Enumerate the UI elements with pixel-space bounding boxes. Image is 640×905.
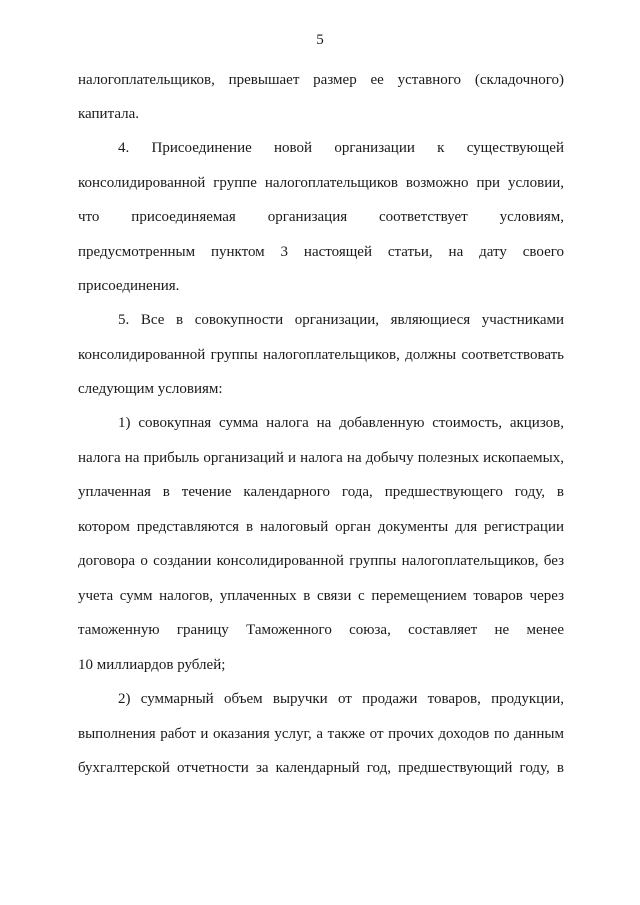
paragraph-line: бухгалтерской отчетности за календарный год, предшествующий году, в	[78, 760, 564, 776]
paragraph-line: консолидированной группы налогоплательщиков, должны соответствовать	[78, 347, 564, 363]
paragraph-line: уплаченная в течение календарного года, предшествующего году, в	[78, 484, 564, 500]
paragraph-line: таможенную границу Таможенного союза, составляет не менее	[78, 622, 564, 638]
page-number: 5	[316, 32, 324, 48]
paragraph-line: что присоединяемая организация соответствует условиям,	[78, 209, 564, 225]
paragraph-line: выполнения работ и оказания услуг, а также от прочих доходов по данным	[78, 726, 564, 742]
paragraph-line: налогоплательщиков, превышает размер ее уставного (складочного)	[78, 72, 564, 88]
paragraph-line: налога на прибыль организаций и налога на добычу полезных ископаемых,	[78, 450, 564, 466]
paragraph-line: капитала.	[78, 106, 139, 122]
paragraph-line: 2) суммарный объем выручки от продажи товаров, продукции,	[118, 691, 564, 707]
paragraph-line: консолидированной группе налогоплательщиков возможно при условии,	[78, 175, 564, 191]
paragraph-line: договора о создании консолидированной группы налогоплательщиков, без	[78, 553, 564, 569]
paragraph-line: 10 миллиардов рублей;	[78, 657, 226, 673]
paragraph-line: предусмотренным пунктом 3 настоящей статьи, на дату своего	[78, 244, 564, 260]
paragraph-line: 4. Присоединение новой организации к существующей	[118, 140, 564, 156]
paragraph-line: следующим условиям:	[78, 381, 223, 397]
paragraph-line: учета сумм налогов, уплаченных в связи с перемещением товаров через	[78, 588, 564, 604]
paragraph-line: присоединения.	[78, 278, 180, 294]
paragraph-line: 1) совокупная сумма налога на добавленную стоимость, акцизов,	[118, 415, 564, 431]
paragraph-line: котором представляются в налоговый орган документы для регистрации	[78, 519, 564, 535]
paragraph-line: 5. Все в совокупности организации, являющиеся участниками	[118, 312, 564, 328]
